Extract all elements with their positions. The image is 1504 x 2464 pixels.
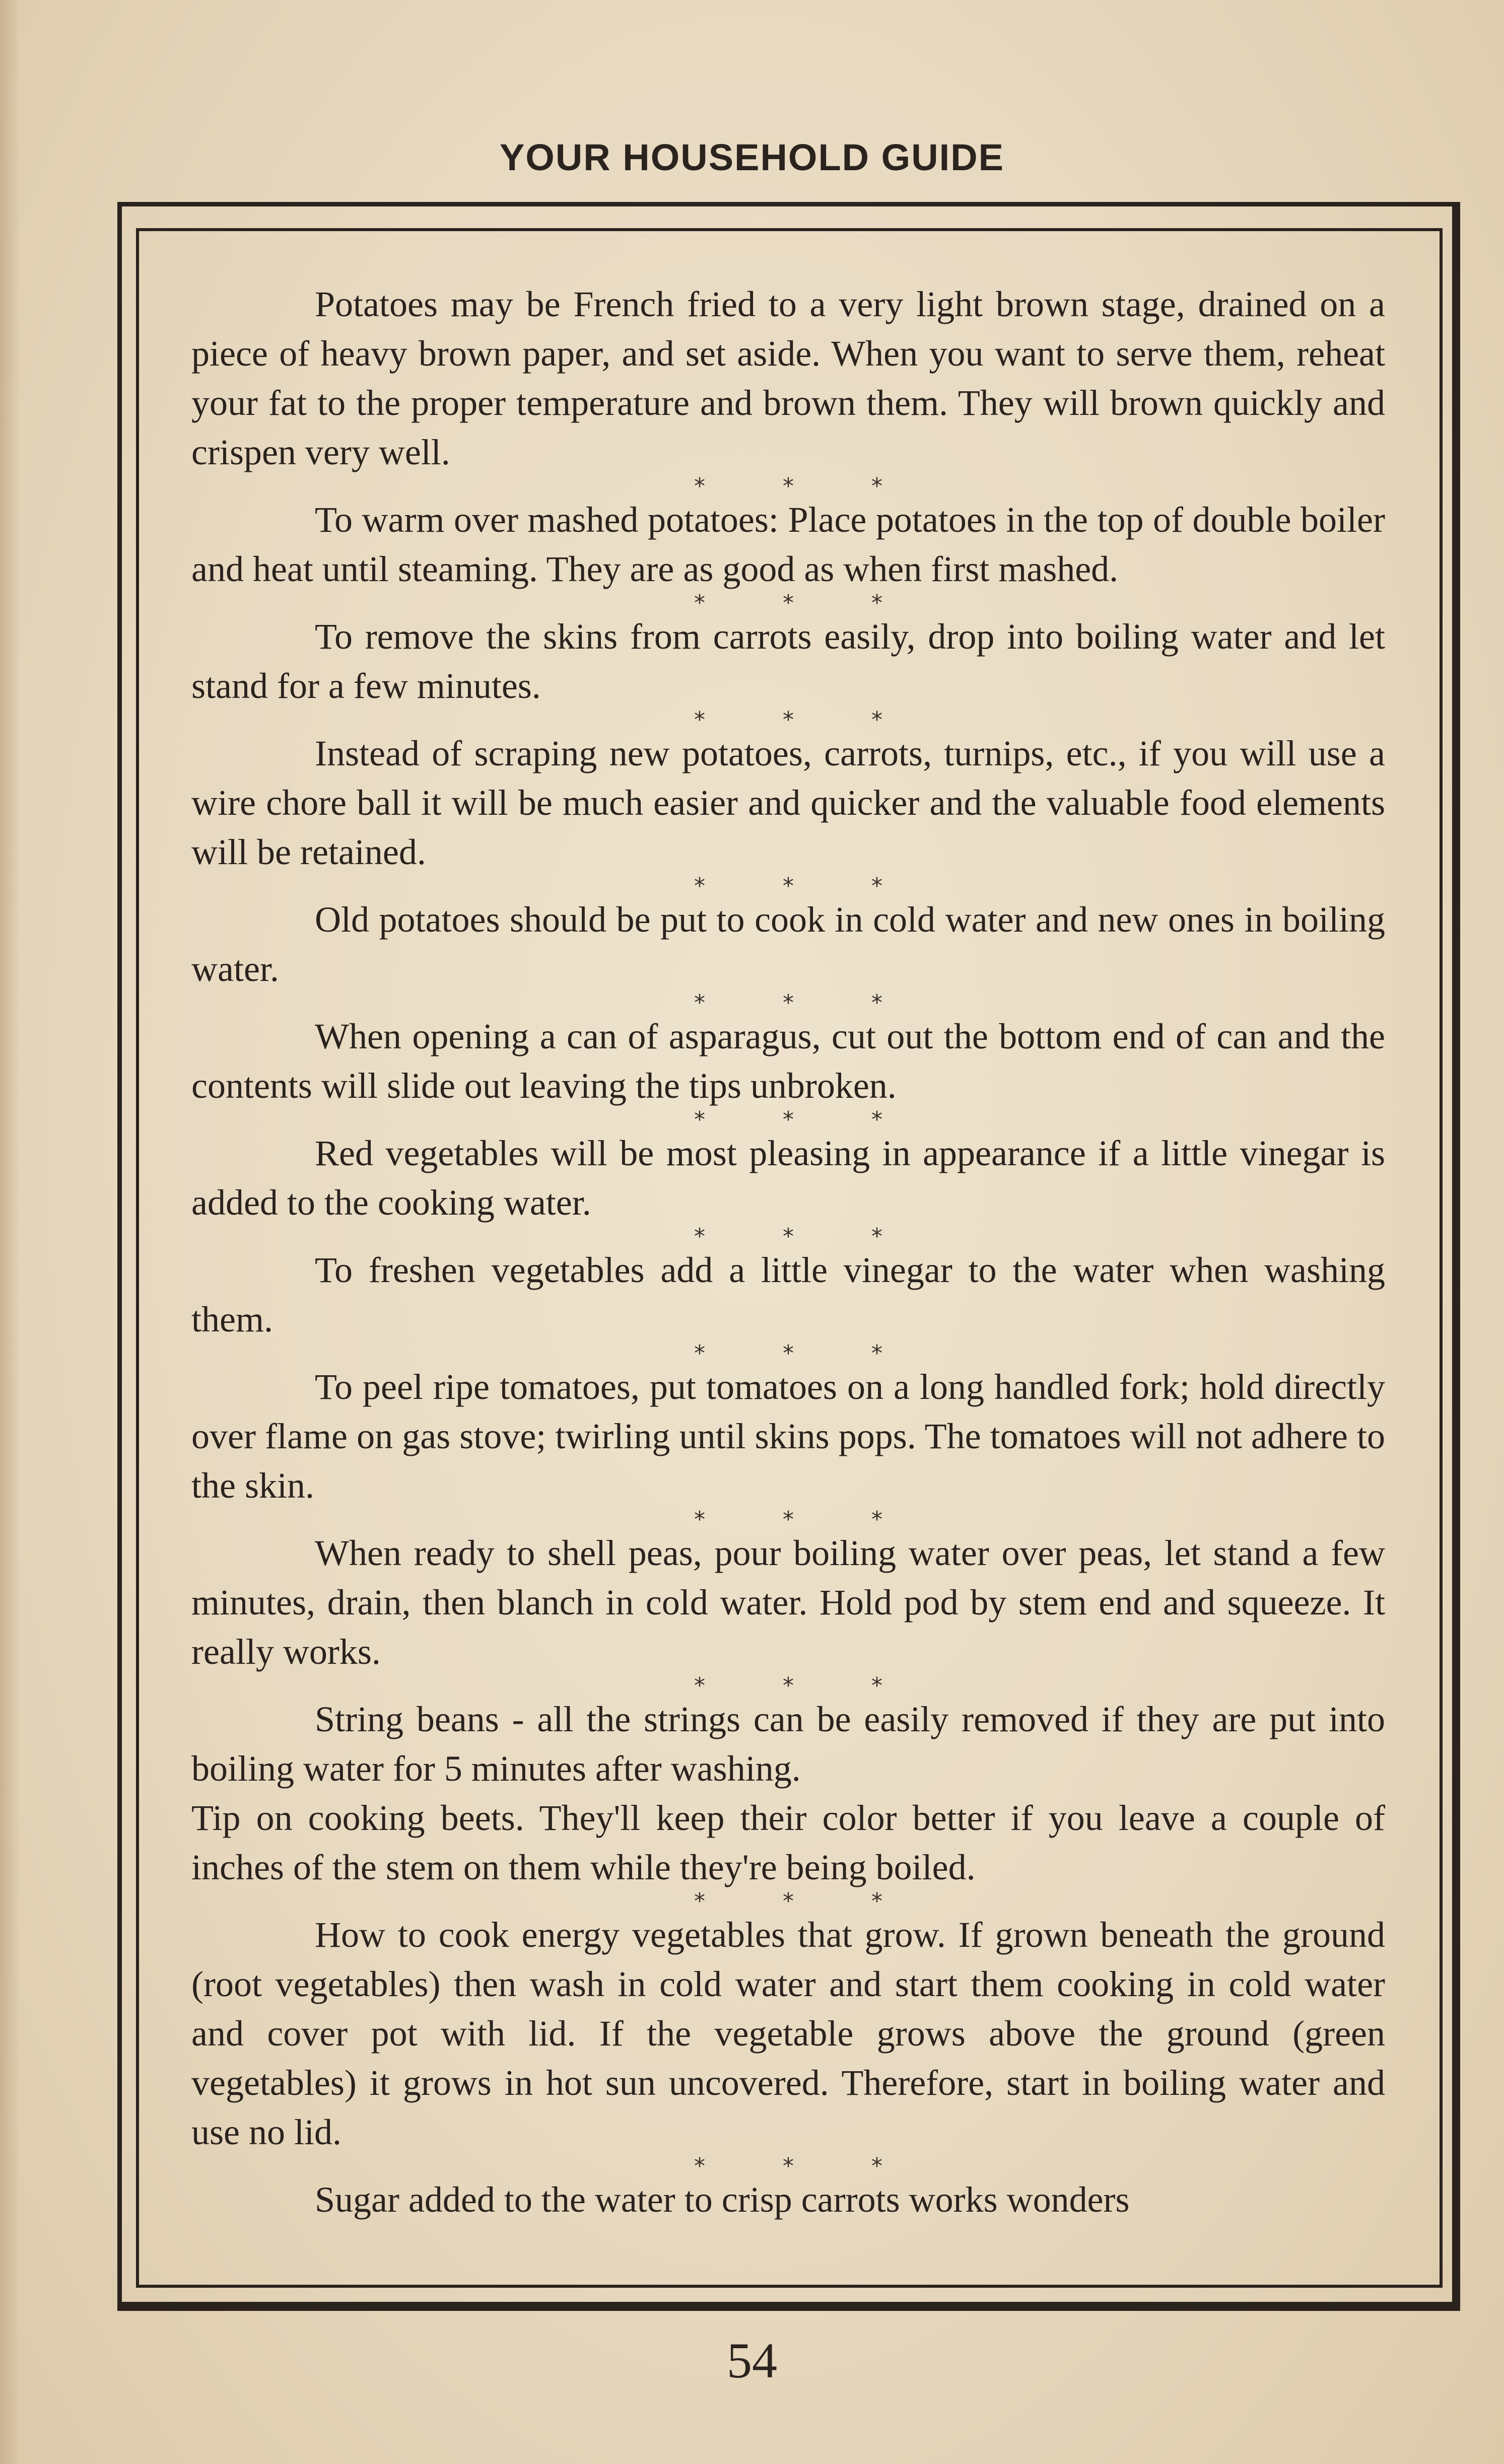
page-body — [191, 279, 1385, 2224]
asterism-separator: * * * — [694, 990, 918, 1016]
asterism-separator: * * * — [694, 1107, 918, 1133]
page-edge-shadow — [0, 0, 20, 2464]
asterism-separator: * * * — [694, 590, 918, 616]
page-number: 54 — [727, 2333, 777, 2388]
asterism-separator: * * * — [694, 707, 918, 733]
paragraph: To freshen vegetables add a little vinegar to the water when washing them. — [191, 1250, 1385, 1340]
asterism-separator: * * * — [694, 473, 918, 499]
asterism-separator: * * * — [694, 873, 918, 899]
paragraph: When opening a can of asparagus, cut out the bottom end of can and the contents will slide out leaving the tips unbroken. — [191, 1016, 1385, 1106]
asterism-separator: * * * — [694, 1507, 918, 1532]
running-head: YOUR HOUSEHOLD GUIDE — [499, 136, 1005, 178]
paragraph: Tip on cooking beets. They'll keep their color better if you leave a couple of inches of the stem on them while they're being boiled. — [191, 1798, 1385, 1887]
asterism-separator: * * * — [694, 1341, 918, 1366]
paragraph: Potatoes may be French fried to a very light brown stage, drained on a piece of heavy brown paper, and set aside. When you want to serve them, reheat your fat to the proper temperature and brown them. They will brown quickly and crispen very well. — [191, 284, 1385, 472]
paragraph: When ready to shell peas, pour boiling water over peas, let stand a few minutes, drain, then blanch in cold water. Hold pod by stem end and squeeze. It really works. — [191, 1533, 1385, 1672]
paragraph: String beans - all the strings can be easily removed if they are put into boiling water for 5 minutes after washing. — [191, 1699, 1385, 1789]
paragraph: To remove the skins from carrots easily, drop into boiling water and let stand for a few minutes. — [191, 616, 1385, 706]
paragraph: How to cook energy vegetables that grow. If grown beneath the ground (root vegetables) then wash in cold water and start them cooking in cold water and cover pot with lid. If the vegetable grows above the ground (green vegetables) it grows in hot sun uncovered. Therefore, start in boiling water and use no lid. — [191, 1915, 1385, 2152]
paragraph: Old potatoes should be put to cook in cold water and new ones in boiling water. — [191, 899, 1385, 989]
paragraph: To warm over mashed potatoes: Place potatoes in the top of double boiler and heat until steaming. They are as good as when first mashed. — [191, 500, 1385, 589]
paragraph: Red vegetables will be most pleasing in appearance if a little vinegar is added to the cooking water. — [191, 1133, 1385, 1223]
asterism-separator: * * * — [694, 2153, 918, 2179]
paragraph: Sugar added to the water to crisp carrots works wonders — [315, 2179, 1130, 2220]
paragraph: Instead of scraping new potatoes, carrots, turnips, etc., if you will use a wire chore ball it will be much easier and quicker and the valuable food elements will be retained. — [191, 733, 1385, 872]
asterism-separator: * * * — [694, 1224, 918, 1249]
asterism-separator: * * * — [694, 1673, 918, 1699]
asterism-separator: * * * — [694, 1888, 918, 1914]
paragraph: To peel ripe tomatoes, put tomatoes on a long handled fork; hold directly over flame on gas stove; twirling until skins pops. The tomatoes will not adhere to the skin. — [191, 1367, 1385, 1506]
